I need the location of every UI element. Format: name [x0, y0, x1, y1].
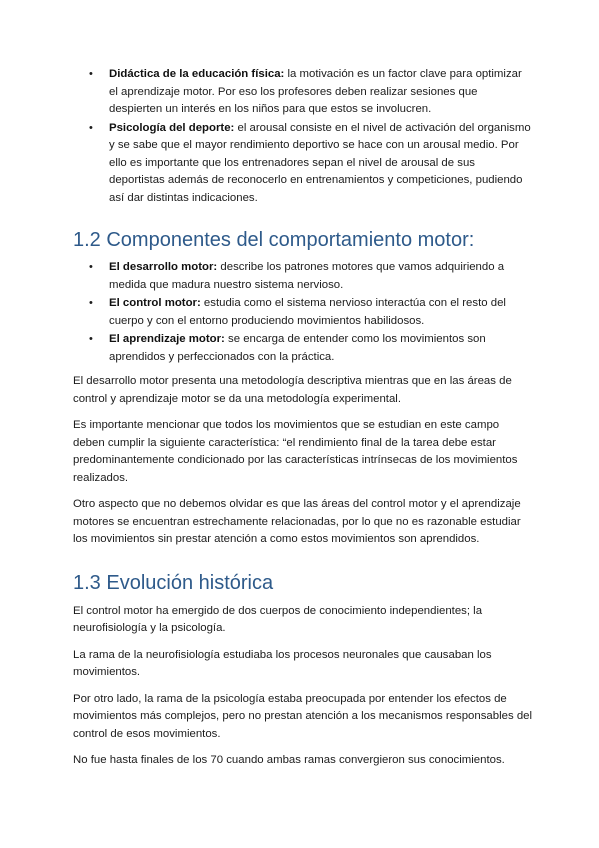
- list-item: [73, 295, 533, 330]
- bullet-icon: •: [89, 121, 93, 134]
- paragraph: El control motor ha emergido de dos cuerpos de conocimiento independientes; la neurofisiología y la psicología.: [73, 604, 483, 634]
- list-item: [73, 120, 533, 208]
- paragraph: Es importante mencionar que todos los movimientos que se estudian en este campo deben cumplir la siguiente característica: “el rendimiento final de la tarea debe estar predominantemente condicionado por las características intrínsecas de los movimientos realizados.: [73, 419, 518, 484]
- paragraph: Por otro lado, la rama de la psicología estaba preocupada por entender los efectos de movimientos más complejos, pero no prestan atención a los mecanismos responsables del control de esos movimientos.: [73, 692, 533, 740]
- list-item: [73, 259, 533, 294]
- list-item-term: El desarrollo motor:: [109, 261, 218, 273]
- list-item-text: el arousal consiste en el nivel de activación del organismo y se sabe que el mayor rendimiento deportivo se hace con un arousal medio. Por ello es importante que los entrenadores sepan el nivel de arousal de sus deportistas además de reconocerlo en entrenamientos y competiciones, pudiendo así dar distintas indicaciones.: [109, 121, 531, 204]
- paragraph: Otro aspecto que no debemos olvidar es que las áreas del control motor y el aprendizaje motores se encuentran estrechamente relacionadas, por lo que no es razonable estudiar los movimientos sin prestar atención a como estos movimientos son aprendidos.: [73, 498, 521, 545]
- list-item-term: Psicología del deporte:: [109, 121, 235, 134]
- section-heading-history: 1.3 Evolución histórica: [73, 571, 274, 594]
- list-item: [73, 66, 533, 119]
- list-item: [73, 331, 533, 366]
- list-item-term: Didáctica de la educación física:: [109, 68, 285, 80]
- paragraph: El desarrollo motor presenta una metodología descriptiva mientras que en las áreas de control y aprendizaje motor se da una metodología experimental.: [73, 375, 512, 405]
- list-item-term: El control motor:: [109, 297, 201, 309]
- bullet-icon: •: [89, 297, 93, 309]
- list-item-term: El aprendizaje motor:: [109, 333, 225, 345]
- bullet-icon: •: [89, 333, 93, 345]
- bullet-icon: •: [89, 261, 93, 273]
- list-item-text: la motivación es un factor clave para optimizar el aprendizaje motor. Por eso los profesores deben realizar sesiones que despierten un interés en los niños para que estos se involucren.: [109, 68, 522, 115]
- bullet-icon: •: [89, 68, 93, 80]
- list-item-text: estudia como el sistema nervioso interactúa con el resto del cuerpo y con el entorno produciendo movimientos habilidosos.: [109, 297, 506, 327]
- paragraph: La rama de la neurofisiología estudiaba los procesos neuronales que causaban los movimientos.: [73, 648, 492, 678]
- section-heading-components: 1.2 Componentes del comportamiento motor:: [73, 229, 475, 251]
- paragraph: No fue hasta finales de los 70 cuando ambas ramas convergieron sus conocimientos.: [73, 754, 505, 766]
- components-bullet-list: [73, 259, 533, 366]
- intro-bullet-list: [73, 66, 533, 207]
- list-item-text: describe los patrones motores que vamos adquiriendo a medida que madura nuestro sistema nervioso.: [109, 261, 505, 291]
- list-item-text: se encarga de entender como los movimientos son aprendidos y perfeccionados con la práctica.: [109, 333, 486, 363]
- document-content: [73, 66, 533, 779]
